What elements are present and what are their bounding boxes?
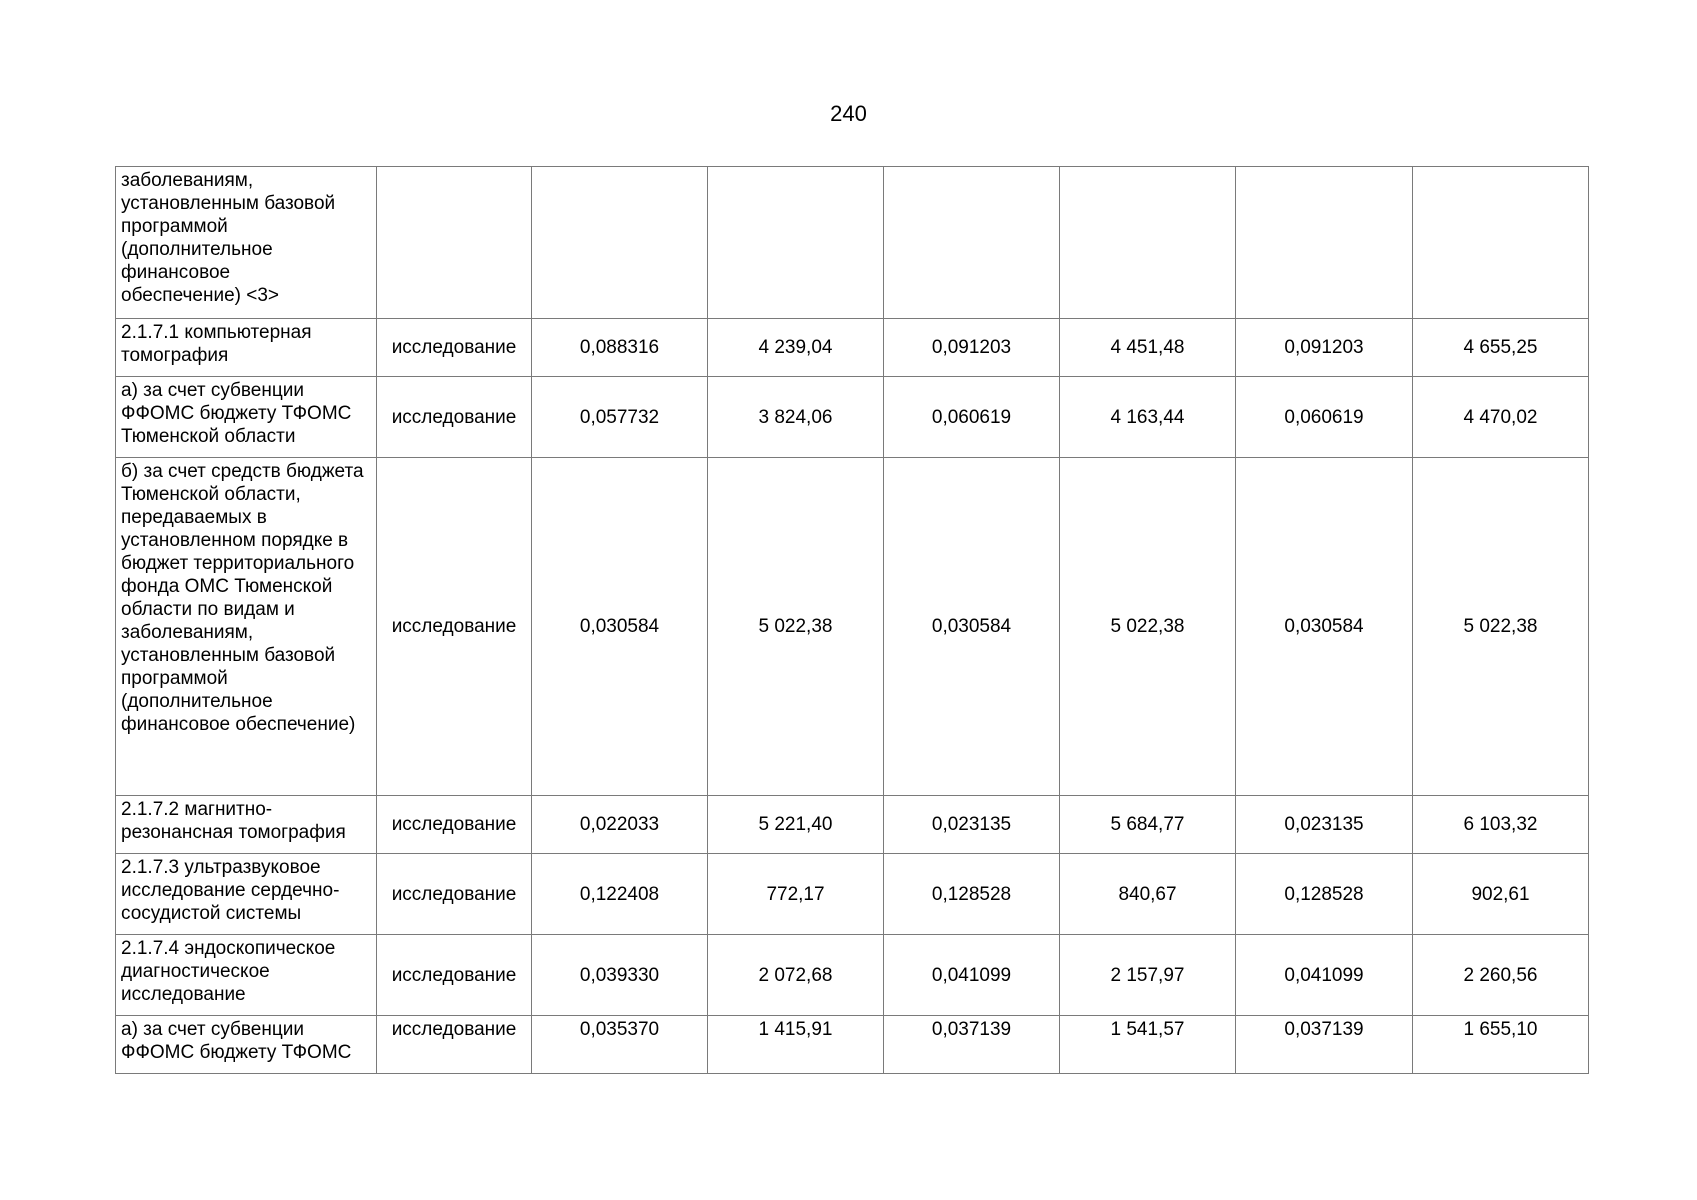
value-cell: 6 103,32 [1413, 796, 1589, 854]
row-name: б) за счет средств бюджета Тюменской области, передаваемых в установленном порядке в бюджет территориального фонда ОМС Тюменской области по видам и заболеваниям, установленным базовой программой (дополнительное финансовое обеспечение) [116, 458, 377, 796]
row-name: а) за счет субвенции ФФОМС бюджету ТФОМС Тюменской области [116, 377, 377, 458]
row-name: заболеваниям, установленным базовой программой (дополнительное финансовое обеспечение) <3> [121, 170, 336, 306]
value-cell: 0,060619 [884, 377, 1060, 458]
value-cell [532, 167, 708, 319]
page-number: 240 [830, 101, 867, 126]
row-name: 2.1.7.2 магнитно-резонансная томография [116, 796, 377, 854]
value-cell: 0,035370 [532, 1016, 708, 1074]
data-table [115, 166, 1589, 1074]
value-cell: 0,041099 [884, 935, 1060, 1016]
value-cell: 0,037139 [884, 1016, 1060, 1074]
value-cell: 4 239,04 [708, 319, 884, 377]
value-cell: 0,030584 [532, 458, 708, 796]
table-row [116, 796, 1589, 854]
value-cell: 4 655,25 [1413, 319, 1589, 377]
value-cell: 1 415,91 [708, 1016, 884, 1074]
row-name: 2.1.7.3 ультразвуковое исследование сердечно-сосудистой системы [116, 854, 377, 935]
table-row [116, 854, 1589, 935]
value-cell: 772,17 [708, 854, 884, 935]
value-cell: 2 072,68 [708, 935, 884, 1016]
value-cell: 0,041099 [1236, 935, 1413, 1016]
table-row [116, 458, 1589, 796]
value-cell: 0,088316 [532, 319, 708, 377]
table-row [116, 377, 1589, 458]
table-row [116, 319, 1589, 377]
value-cell: 0,037139 [1236, 1016, 1413, 1074]
value-cell: 0,030584 [884, 458, 1060, 796]
value-cell [884, 167, 1060, 319]
value-cell [1236, 167, 1413, 319]
value-cell: 4 451,48 [1060, 319, 1236, 377]
table-row [116, 1016, 1589, 1074]
value-cell: 0,022033 [532, 796, 708, 854]
value-cell: 4 470,02 [1413, 377, 1589, 458]
value-cell: 0,128528 [1236, 854, 1413, 935]
unit-cell: исследование [377, 319, 532, 377]
value-cell: 4 163,44 [1060, 377, 1236, 458]
value-cell: 0,039330 [532, 935, 708, 1016]
value-cell: 0,060619 [1236, 377, 1413, 458]
value-cell [1413, 167, 1589, 319]
value-cell: 0,057732 [532, 377, 708, 458]
value-cell: 5 221,40 [708, 796, 884, 854]
value-cell: 0,091203 [1236, 319, 1413, 377]
row-name: 2.1.7.4 эндоскопическое диагностическое исследование [116, 935, 377, 1016]
value-cell: 5 022,38 [1413, 458, 1589, 796]
value-cell: 1 541,57 [1060, 1016, 1236, 1074]
value-cell: 5 022,38 [1060, 458, 1236, 796]
value-cell: 0,023135 [884, 796, 1060, 854]
unit-cell: исследование [377, 377, 532, 458]
table-row [116, 167, 1589, 319]
value-cell: 0,030584 [1236, 458, 1413, 796]
value-cell: 0,128528 [884, 854, 1060, 935]
row-name: 2.1.7.1 компьютерная томография [116, 319, 377, 377]
row-name: а) за счет субвенции ФФОМС бюджету ТФОМС [116, 1016, 377, 1074]
unit-cell: исследование [377, 854, 532, 935]
value-cell: 3 824,06 [708, 377, 884, 458]
value-cell: 2 260,56 [1413, 935, 1589, 1016]
unit-cell: исследование [377, 935, 532, 1016]
value-cell: 902,61 [1413, 854, 1589, 935]
value-cell [1060, 167, 1236, 319]
value-cell: 1 655,10 [1413, 1016, 1589, 1074]
unit-cell: исследование [377, 458, 532, 796]
value-cell: 2 157,97 [1060, 935, 1236, 1016]
value-cell: 0,122408 [532, 854, 708, 935]
value-cell: 5 022,38 [708, 458, 884, 796]
table-row [116, 935, 1589, 1016]
value-cell: 5 684,77 [1060, 796, 1236, 854]
value-cell [708, 167, 884, 319]
unit-cell [377, 167, 532, 319]
value-cell: 0,091203 [884, 319, 1060, 377]
unit-cell: исследование [377, 796, 532, 854]
row-name-cell [116, 167, 377, 319]
unit-cell: исследование [377, 1016, 532, 1074]
value-cell: 840,67 [1060, 854, 1236, 935]
value-cell: 0,023135 [1236, 796, 1413, 854]
